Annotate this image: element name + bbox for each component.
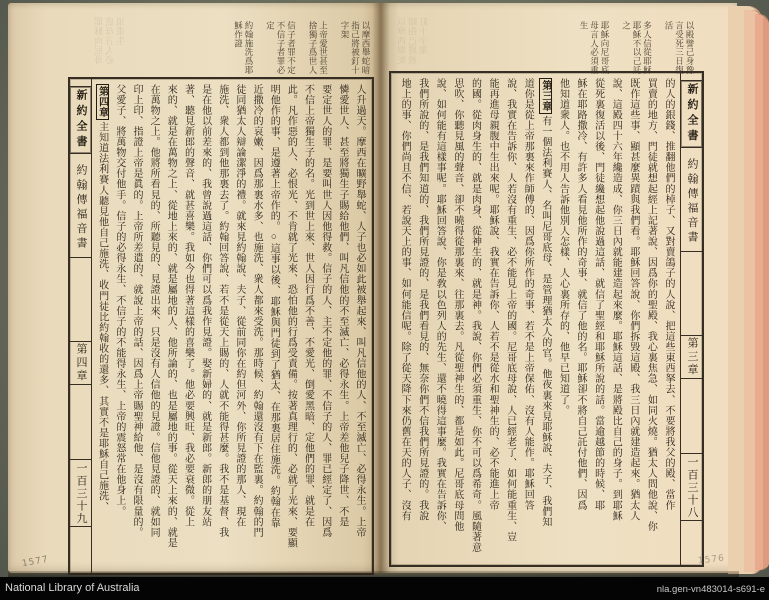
chapter-label: 第三章 xyxy=(681,335,702,379)
left-page-margin-annotations xyxy=(222,21,371,77)
text-column: 不信上帝獨生子的名。光到世上來、世人因行爲不善、不愛光、倒愛黑暗、定他們的罪、就是在 xyxy=(302,84,314,528)
left-page-text-block xyxy=(68,77,374,575)
annotation-group: 以摩西舉蛇暗指己將被釘十字架 xyxy=(340,21,371,75)
text-column: 在萬物之上。他將所看見的、所聽見的、見證出來、只是沒有人信他的見證。信他見證的、就如同 xyxy=(148,84,160,538)
page-number: 一百三十九 xyxy=(70,459,91,527)
text-column: 是在他以前差來的、我曾說過這話、你們可以爲我作見證。娶新婦的、就是新郎。新郎的朋友站 xyxy=(199,84,211,528)
right-page xyxy=(381,3,737,573)
bleed-through-text: 耶穌向尼哥底母言人必須重生 xyxy=(94,17,126,65)
text-column: 我們所說的、是我們知道的、我們所見證的、是我們看見的、無奈你們不信我們所見證的。我說 xyxy=(416,78,428,522)
text-column: 的人的銀錢、推翻他們的棹子、又對賣鴿子的人說、把這些東西拏去、不要將我父的殿、當作 xyxy=(663,78,674,511)
text-column: 明他作的事、是遵著上帝作的。○這事以後、耶穌與門徒到了猶太、在那裏居住施洗。約翰在靠 xyxy=(268,84,280,529)
text-column: 地上的事、你們尚且不信、若說天上的事、如何能信呢。除了從天降下來仍舊在天的人子、沒有 xyxy=(399,78,411,522)
text-column: 第三章有一個法利賽人、名叫尼哥底母、是管理猶太人的官。他夜裏來見耶穌說、夫子、我們知 xyxy=(539,80,551,528)
text-column: 印上印、指證上帝是眞的。上帝所差遣的、就說上帝的話、因爲上帝賜聖神給他、是沒有限量的。 xyxy=(130,84,142,538)
left-page-title-column xyxy=(70,79,92,573)
book-title: 約翰傳福音書 xyxy=(681,153,702,252)
text-column: 第四章主知道法利賽人聽見他自己施洗、收門徒比約翰收的還多、其實不是耶穌自己施洗、 xyxy=(96,86,108,513)
bleed-through-text: 以摩西舉蛇暗指己將被釘十字架 xyxy=(397,17,429,65)
text-column: 既作這些事、顯甚麼異蹟與我們看。耶穌回答說、你們拆毀這殿、我三日內就建造起來。猶太人 xyxy=(627,78,639,522)
annotation-group: 信子者罪不定不信子者罪必定 xyxy=(265,21,297,75)
text-column: 說、如何能有這樣事呢。耶穌回答說、你是敎以色列人的先生、還不曉得這事麼。我實在告訴你、 xyxy=(434,78,446,532)
text-column: 他知道衆人。也不用人告訴他別人怎樣、人心裏所存的、他早已知道了。 xyxy=(557,78,569,416)
annotation-group: 多人信從耶穌耶穌不以己託之 xyxy=(621,21,653,75)
chapter-start-marker: 第三章 xyxy=(539,80,551,112)
library-watermark-bar xyxy=(0,577,769,600)
right-page-text-block xyxy=(389,71,704,567)
text-column: 從死裏復活以後、門徒纔想起他說過這話、就信了聖經和耶穌所說的話。當逾越節的時候、耶 xyxy=(592,78,604,511)
annotation-group: 以殿譬己身豫言受死三日復活 xyxy=(664,21,695,75)
text-column: 著、聽見新郎的聲音、就甚喜樂。我如今也得著這樣的喜樂了。他必要興旺、我必要衰微。從上 xyxy=(182,84,194,528)
text-column: 買賣的地方、門徒就想起經上記著說、因爲你的聖殿、我心裏焦急、如同火燒。猶太人問他說、你 xyxy=(645,78,657,532)
pencil-mark: 1576 xyxy=(697,553,726,567)
text-column: 道你是從上帝那裏來作師傅的、因爲你所作的奇事、若不是上帝保佑、沒有人能作。耶穌回答 xyxy=(522,78,534,511)
right-page-body-columns xyxy=(395,78,677,560)
masthead-title: 新約全書 xyxy=(70,86,91,154)
book-title: 約翰傳福音書 xyxy=(70,159,91,258)
text-column: 此。凡作惡的人、必恨光、不肯就了光來、恐怕他的行爲受責備。按著真理行的、必就了光來、要顯 xyxy=(285,84,297,549)
text-column: 能再進母親腹中生出來呢。耶穌說、我實在告訴你、人若不是從水和聖神生的、必不能進上帝 xyxy=(487,78,499,511)
page-fore-edge xyxy=(763,18,769,568)
text-column: 要定世人的罪、是要叫世人因他得救。信子的人、主不定他的罪、不信子的人、罪已經定了、因爲 xyxy=(319,84,331,538)
chapter-label: 第四章 xyxy=(70,341,91,385)
text-column: 憐愛世人、甚至將獨生子賜給他們、叫凡信他的不至滅亡、必得永生。上帝差他兒子降世、不是 xyxy=(336,84,348,528)
catalogue-id-watermark: nla.gen-vn483014-s691-e xyxy=(656,584,765,595)
chapter-start-marker: 第四章 xyxy=(96,86,108,118)
text-column: 思吹、你聽見風的聲音、卻不曉得從那裏來、往那裏去。凡從聖神生的、都是如此。尼哥底母問他 xyxy=(451,78,463,532)
left-page-body-columns xyxy=(95,84,368,568)
pencil-mark: 1577 xyxy=(21,554,50,570)
left-page xyxy=(8,3,381,573)
text-column: 說、我實在告訴你、人若沒有重生、必不能見上帝的國。尼哥底母說、人已經老了、如何能重生、豈 xyxy=(504,78,516,543)
page-number: 一百三十八 xyxy=(681,453,702,521)
right-page-margin-annotations xyxy=(568,21,696,75)
text-column: 施洗、衆人都到他那裏去了。約翰回答說、若不是從天上賜的、人就不能得甚麼。我不是基督、我 xyxy=(216,84,228,538)
annotation-group: 耶穌向尼哥底母言人必須重生 xyxy=(579,21,610,75)
library-name-watermark: National Library of Australia xyxy=(5,582,140,594)
text-column: 來的、就是在萬物之上、從地上來的、就是屬地的人、他所論的、也是屬地的事。從天上來的、就是 xyxy=(165,84,177,549)
text-column: 人升過天。摩西在曠野舉蛇、人子也必如此被舉起來、叫凡信他的人、不至滅亡、必得永生。上帝 xyxy=(354,84,365,538)
masthead-title: 新約全書 xyxy=(681,80,702,148)
text-column: 的國。從肉身生的、就是肉身、從神生的、就是神。我說、你們必須重生、你不可以爲希奇。風隨著意 xyxy=(469,78,481,553)
right-page-title-column xyxy=(680,73,702,565)
annotation-group: 上帝愛世甚至捨獨子爲世人 xyxy=(308,21,329,75)
text-column: 近撒冷的哀嫩、因爲那裏水多、也施洗、衆人都來受洗。那時候、約翰還沒有下在監裏。約翰的門 xyxy=(251,84,263,538)
text-column: 父愛子、將萬物交付他手。信子的必得永生、不信子的不能得永生、上帝的震怒常在他身上。 xyxy=(113,84,125,517)
text-column: 穌在耶路撒冷、有許多人看見他所作的奇事、就信了他的名。耶穌卻不將自己託付他們、因爲 xyxy=(575,78,587,511)
book-gutter-shadow xyxy=(372,3,390,573)
annotation-group: 約翰施洗爲耶穌作證 xyxy=(233,21,254,75)
text-column: 徒同猶太人辯論潔淨的禮。就來見約翰說、夫子、從前同你在約但河外、你所見證的那人、現在 xyxy=(233,84,245,528)
text-column: 說、這殿四十六年纔造成、你三日內就能建造起來麼。耶穌這話、是將殿比自己的身子。到耶穌 xyxy=(610,78,622,522)
